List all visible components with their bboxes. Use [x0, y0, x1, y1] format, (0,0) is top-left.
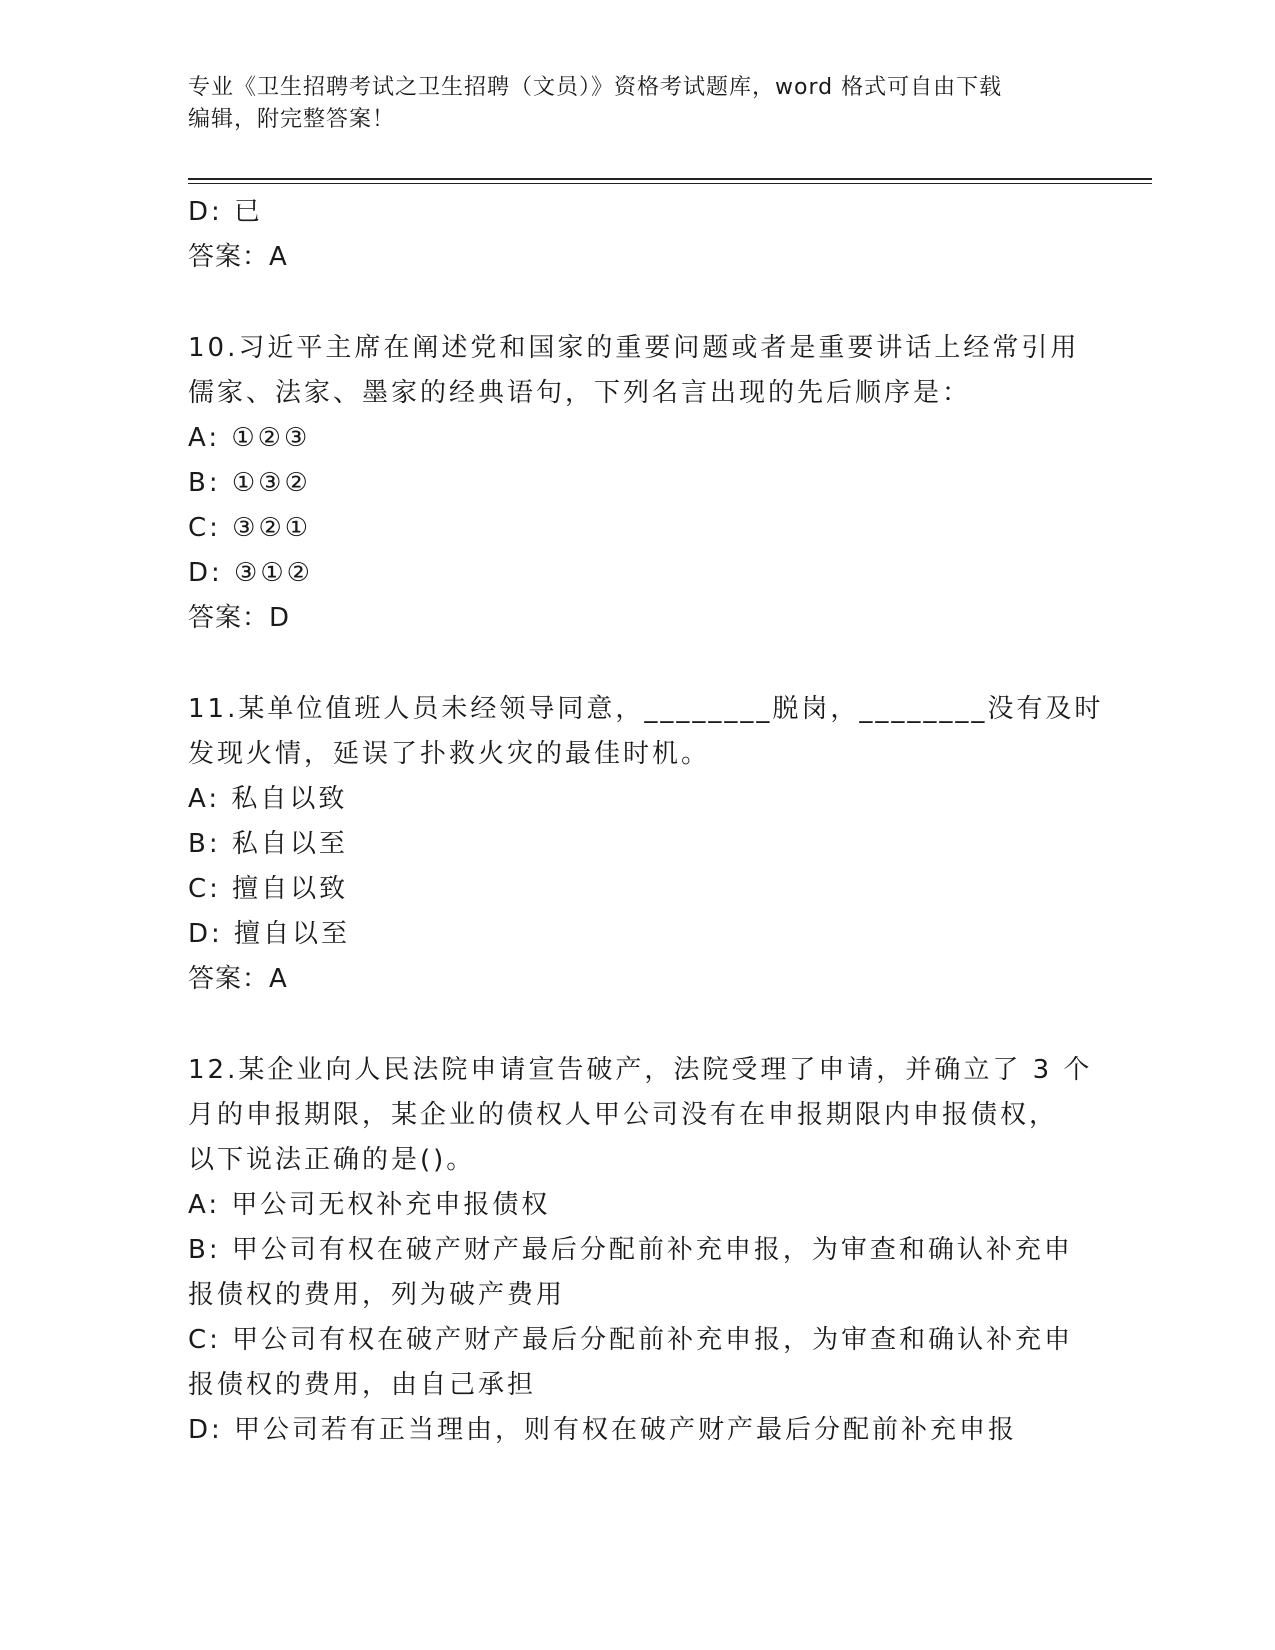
header-line-1: 专业《卫生招聘考试之卫生招聘（文员）》资格考试题库，word 格式可自由下载 [188, 75, 1003, 100]
option-c: C: ③②① [188, 513, 312, 543]
answer-line: 答案：A [188, 242, 288, 272]
answer-line: 答案：A [188, 964, 288, 994]
question-stem: 以下说法正确的是()。 [188, 1145, 476, 1175]
answer-line: 答案：D [188, 603, 291, 633]
question-11 [188, 687, 1104, 1002]
question-stem: 儒家、法家、墨家的经典语句，下列名言出现的先后顺序是： [188, 378, 972, 408]
question-stem: 10.习近平主席在阐述党和国家的重要问题或者是重要讲话上经常引用 [188, 333, 1080, 363]
question-12 [188, 1048, 1093, 1453]
option-d: D: 已 [188, 197, 264, 227]
question-content [188, 190, 1104, 1453]
option-c: C: 擅自以致 [188, 874, 349, 904]
question-10 [188, 326, 1088, 641]
option-b: B: 甲公司有权在破产财产最后分配前补充申报，为审查和确认补充申 [188, 1235, 1073, 1265]
header-rule-thick [188, 178, 1152, 180]
header-line-2: 编辑，附完整答案！ [188, 107, 396, 132]
option-d: D: 擅自以至 [188, 919, 351, 949]
question-stem: 发现火情，延误了扑救火灾的最佳时机。 [188, 739, 711, 769]
option-a: A: 甲公司无权补充申报债权 [188, 1190, 551, 1220]
option-d: D: 甲公司若有正当理由，则有权在破产财产最后分配前补充申报 [188, 1415, 1018, 1445]
option-a: A: ①②③ [188, 423, 311, 453]
previous-question-tail [188, 190, 1088, 280]
option-a: A: 私自以致 [188, 784, 348, 814]
option-b: B: 私自以至 [188, 829, 348, 859]
question-stem: 12.某企业向人民法院申请宣告破产，法院受理了申请，并确立了 3 个 [188, 1055, 1093, 1085]
option-c-continued: 报债权的费用，由自己承担 [188, 1370, 537, 1400]
header-rule-thin [188, 183, 1152, 184]
option-b-continued: 报债权的费用，列为破产费用 [188, 1280, 566, 1310]
page-header [188, 72, 1068, 136]
question-stem: 月的申报期限，某企业的债权人甲公司没有在申报期限内申报债权， [188, 1100, 1059, 1130]
option-d: D: ③①② [188, 558, 313, 588]
option-b: B: ①③② [188, 468, 311, 498]
question-stem: 11.某单位值班人员未经领导同意，________脱岗，________没有及时 [188, 694, 1104, 724]
option-c: C: 甲公司有权在破产财产最后分配前补充申报，为审查和确认补充申 [188, 1325, 1074, 1355]
